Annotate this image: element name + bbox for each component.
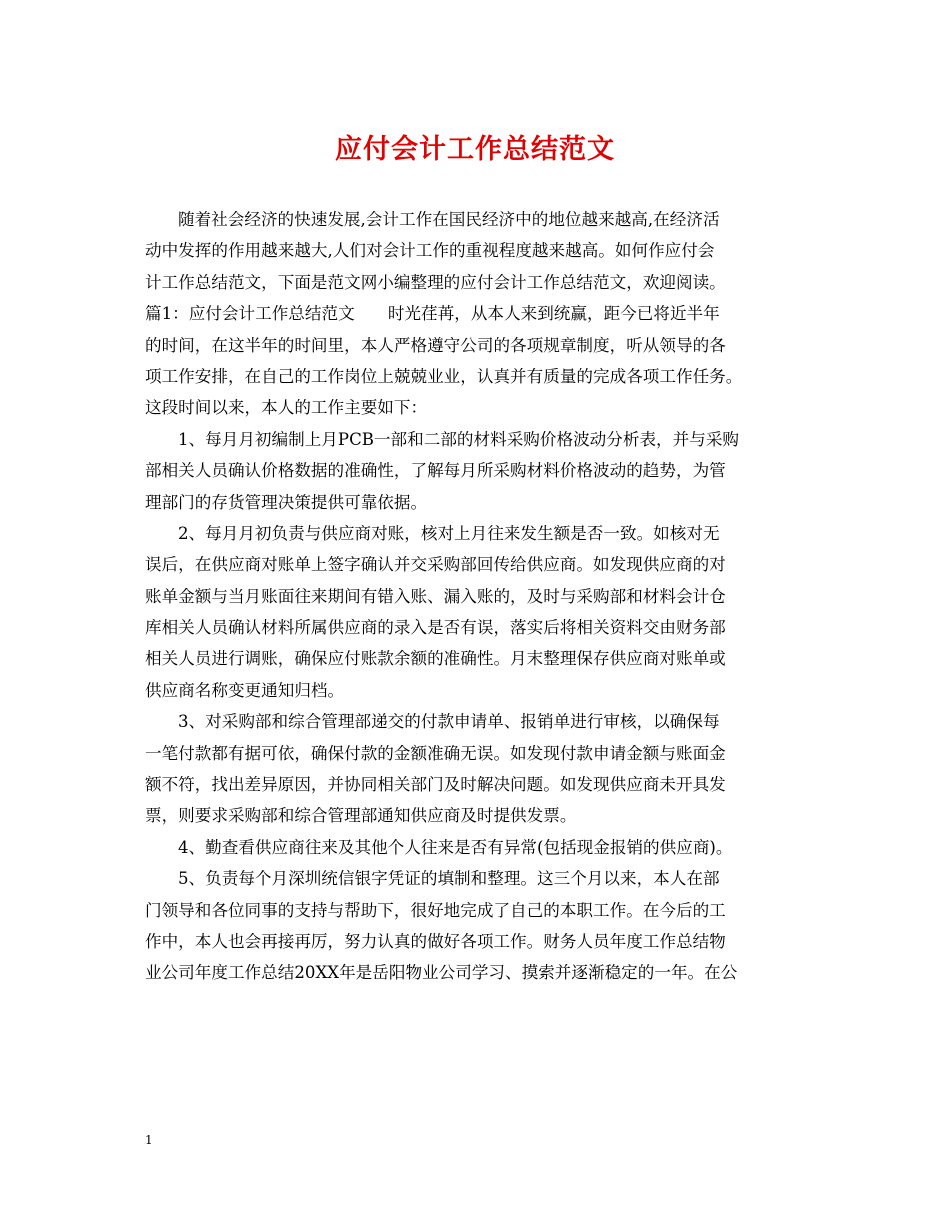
text-line: 作中，本人也会再接再厉，努力认真的做好各项工作。财务人员年度工作总结物 xyxy=(145,931,726,951)
text-line: 供应商名称变更通知归档。 xyxy=(145,680,345,700)
text-line: 库相关人员确认材料所属供应商的录入是否有误，落实后将相关资料交由财务部 xyxy=(145,618,726,638)
text-line: 理部门的存货管理决策提供可靠依据。 xyxy=(145,492,428,512)
text-line: 动中发挥的作用越来越大,人们对会计工作的重视程度越来越高。如何作应付会 xyxy=(145,241,715,261)
document-title: 应付会计工作总结范文 xyxy=(335,134,615,165)
text-line: 随着社会经济的快速发展,会计工作在国民经济中的地位越来越高,在经济活 xyxy=(178,210,720,229)
text-line: 部相关人员确认价格数据的准确性，了解每月所采购材料价格波动的趋势，为管 xyxy=(145,461,726,481)
text-line: 5、负责每个月深圳统信银字凭证的填制和整理。这三个月以来，本人在部 xyxy=(178,869,720,889)
text-line: 门领导和各位同事的支持与帮助下，很好地完成了自己的本职工作。在今后的工 xyxy=(145,900,726,920)
text-line: 计工作总结范文，下面是范文网小编整理的应付会计工作总结范文，欢迎阅读。 xyxy=(145,272,726,292)
text-line: 1、每月月初编制上月PCB一部和二部的材料采购价格波动分析表，并与采购 xyxy=(178,429,740,449)
text-line: 的时间，在这半年的时间里，本人严格遵守公司的各项规章制度，听从领导的各 xyxy=(145,335,726,355)
text-line: 项工作安排，在自己的工作岗位上兢兢业业，认真并有质量的完成各项工作任务。 xyxy=(145,366,743,386)
page-number: 1 xyxy=(145,1133,153,1147)
text-line: 账单金额与当月账面往来期间有错入账、漏入账的，及时与采购部和材料会计仓 xyxy=(145,586,726,606)
text-line: 篇1：应付会计工作总结范文 时光荏苒，从本人来到统赢，距今已将近半年 xyxy=(145,304,720,324)
text-line: 误后，在供应商对账单上签字确认并交采购部回传给供应商。如发现供应商的对 xyxy=(145,555,726,575)
text-line: 相关人员进行调账，确保应付账款余额的准确性。月末整理保存供应商对账单或 xyxy=(145,649,726,669)
text-line: 业公司年度工作总结20XX年是岳阳物业公司学习、摸索并逐渐稳定的一年。在公 xyxy=(145,963,738,983)
text-line: 一笔付款都有据可依，确保付款的金额准确无误。如发现付款申请金额与账面金 xyxy=(145,743,726,763)
text-line: 3、对采购部和综合管理部递交的付款申请单、报销单进行审核，以确保每 xyxy=(178,712,720,732)
text-line: 4、勤查看供应商往来及其他个人往来是否有异常(包括现金报销的供应商)。 xyxy=(178,837,733,857)
text-line: 额不符，找出差异原因，并协同相关部门及时解决问题。如发现供应商未开具发 xyxy=(145,775,726,795)
text-line: 票，则要求采购部和综合管理部通知供应商及时提供发票。 xyxy=(145,806,577,826)
text-line: 这段时间以来，本人的工作主要如下： xyxy=(145,398,428,418)
document-body xyxy=(145,204,815,989)
text-line: 2、每月月初负责与供应商对账，核对上月往来发生额是否一致。如核对无 xyxy=(178,523,720,543)
